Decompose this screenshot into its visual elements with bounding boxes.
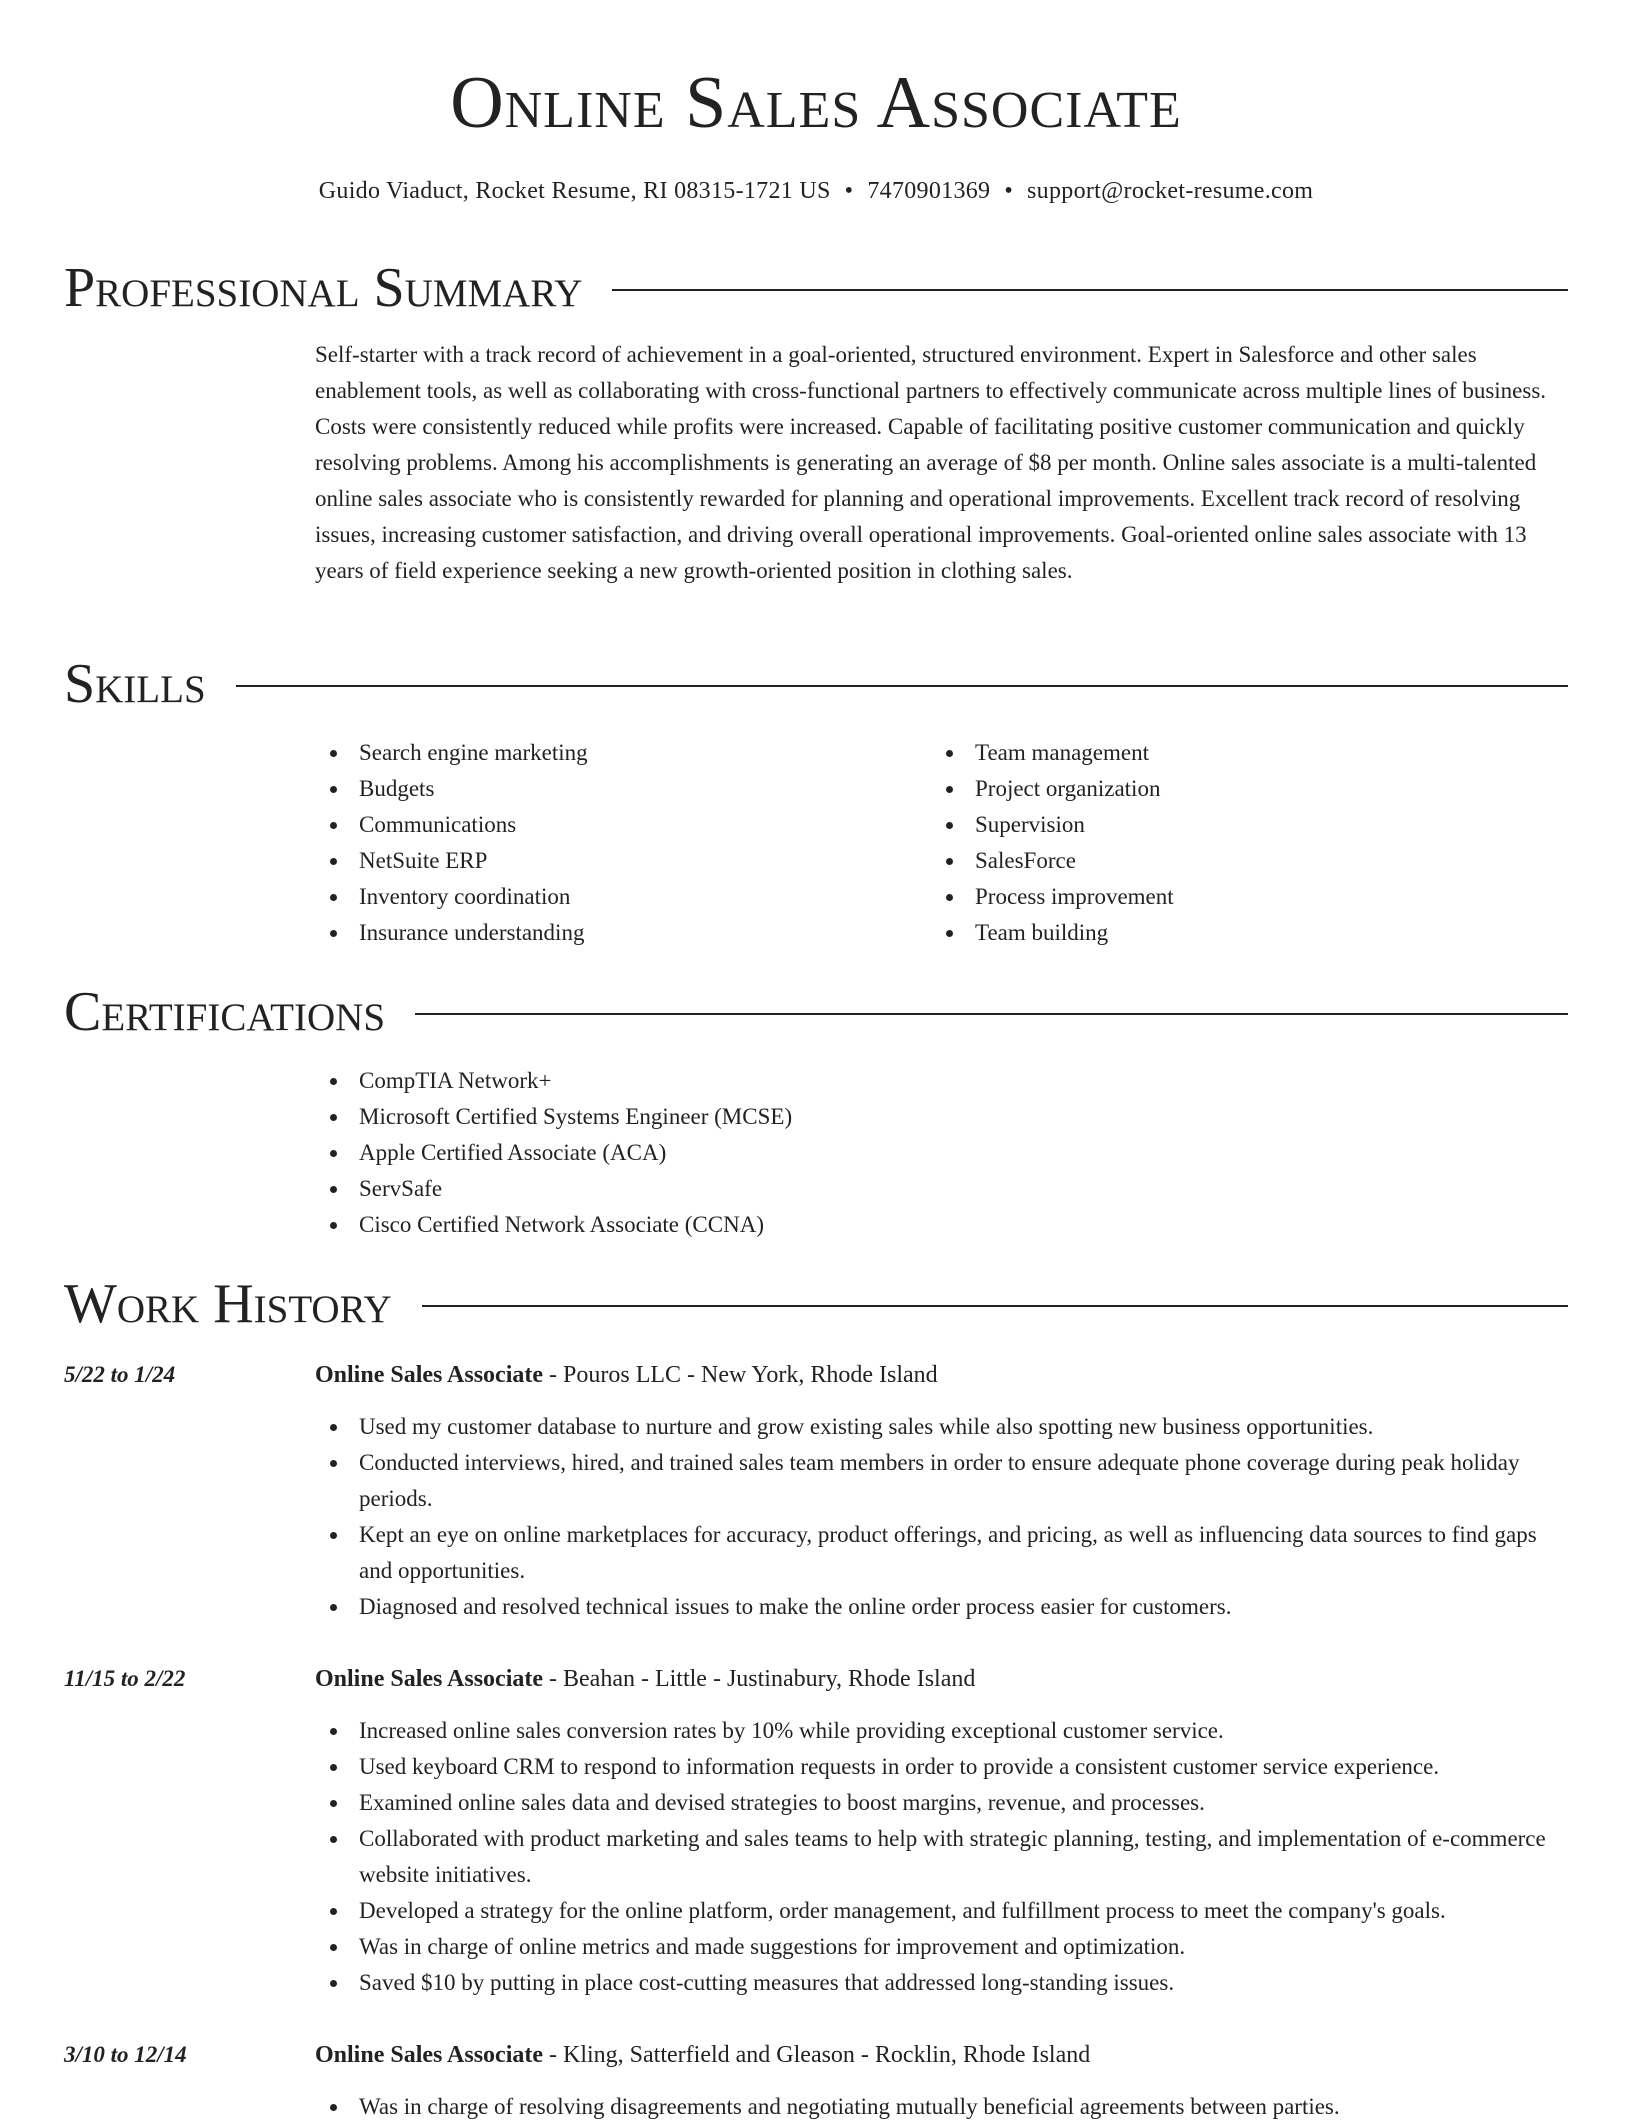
- section-title-certifications: Certifications: [64, 981, 386, 1043]
- section-title-work-history: Work History: [64, 1273, 392, 1335]
- job-heading: [315, 1661, 1568, 1697]
- section-heading-summary: [64, 256, 1568, 320]
- responsibility-item: Diagnosed and resolved technical issues to make the online order process easier for customers.: [315, 1589, 1568, 1625]
- responsibility-item: Kept an eye on online marketplaces for accuracy, product offerings, and pricing, as well as influencing data sources to find gaps and opportunities.: [315, 1517, 1568, 1589]
- certification-item: ServSafe: [315, 1171, 1565, 1207]
- responsibility-item: Used my customer database to nurture and grow existing sales while also spotting new business opportunities.: [315, 1409, 1568, 1445]
- skills-column-right: [931, 735, 1531, 951]
- certifications-list: [315, 1063, 1565, 1243]
- skill-item: Process improvement: [931, 879, 1531, 915]
- job-responsibilities: [315, 2089, 1568, 2125]
- skill-item: Search engine marketing: [315, 735, 915, 771]
- skill-item: Project organization: [931, 771, 1531, 807]
- responsibility-item: Used keyboard CRM to respond to information requests in order to provide a consistent customer service experience.: [315, 1749, 1568, 1785]
- section-title-skills: Skills: [64, 653, 206, 715]
- skill-item: SalesForce: [931, 843, 1531, 879]
- responsibility-item: Conducted interviews, hired, and trained sales team members in order to ensure adequate phone coverage during peak holiday periods.: [315, 1445, 1568, 1517]
- section-title-summary: Professional Summary: [64, 257, 583, 319]
- job-company: - Pouros LLC - New York, Rhode Island: [543, 1362, 938, 1388]
- certification-item: CompTIA Network+: [315, 1063, 1565, 1099]
- job-heading: [315, 2037, 1568, 2073]
- skill-item: Budgets: [315, 771, 915, 807]
- job-responsibilities: [315, 1713, 1568, 2001]
- responsibility-item: Developed a strategy for the online platform, order management, and fulfillment process to meet the company's goals.: [315, 1893, 1568, 1929]
- contact-separator: •: [1004, 178, 1014, 204]
- contact-phone: 7470901369: [867, 178, 991, 204]
- contact-email: support@rocket-resume.com: [1027, 178, 1314, 204]
- resume-title: Online Sales Associate: [450, 62, 1182, 144]
- summary-text: Self-starter with a track record of achievement in a goal-oriented, structured environment. Expert in Salesforce and other sales enablement tools, as well as collaborating with cross-functional partners to effectively communicate across multiple lines of business. Costs were consistently reduced while profits were increased. Capable of facilitating positive customer communication and quickly resolving problems. Among his accomplishments is generating an average of $8 per month. Online sales associate is a multi-talented online sales associate who is consistently rewarded for planning and operational improvements. Excellent track record of resolving issues, increasing customer satisfaction, and driving overall operational improvements. Goal-oriented online sales associate with 13 years of field experience seeking a new growth-oriented position in clothing sales.: [315, 342, 1547, 583]
- job-role: Online Sales Associate: [315, 1362, 544, 1388]
- skill-item: Communications: [315, 807, 915, 843]
- certification-item: Apple Certified Associate (ACA): [315, 1135, 1565, 1171]
- section-divider: [612, 289, 1568, 291]
- job-company: - Beahan - Little - Justinabury, Rhode Island: [543, 1666, 976, 1692]
- section-heading-skills: [64, 652, 1568, 716]
- job-responsibilities: [315, 1409, 1568, 1625]
- job-dates: 5/22 to 1/24: [64, 1362, 176, 1387]
- responsibility-item: Increased online sales conversion rates by 10% while providing exceptional customer service.: [315, 1713, 1568, 1749]
- section-divider: [415, 1013, 1568, 1015]
- certification-item: Microsoft Certified Systems Engineer (MCSE): [315, 1099, 1565, 1135]
- responsibility-item: Saved $10 by putting in place cost-cutting measures that addressed long-standing issues.: [315, 1965, 1568, 2001]
- certification-item: Cisco Certified Network Associate (CCNA): [315, 1207, 1565, 1243]
- job-role: Online Sales Associate: [315, 2042, 544, 2068]
- skills-column-left: [315, 735, 915, 951]
- job-dates: 3/10 to 12/14: [64, 2042, 187, 2067]
- skill-item: Team management: [931, 735, 1531, 771]
- responsibility-item: Was in charge of online metrics and made suggestions for improvement and optimization.: [315, 1929, 1568, 1965]
- skill-item: Supervision: [931, 807, 1531, 843]
- section-divider: [236, 685, 1568, 687]
- responsibility-item: Examined online sales data and devised strategies to boost margins, revenue, and processes.: [315, 1785, 1568, 1821]
- section-heading-certifications: [64, 980, 1568, 1044]
- responsibility-item: Collaborated with product marketing and sales teams to help with strategic planning, testing, and implementation of e-commerce website initiatives.: [315, 1821, 1568, 1893]
- skill-item: Insurance understanding: [315, 915, 915, 951]
- contact-address: Guido Viaduct, Rocket Resume, RI 08315-1721 US: [318, 178, 831, 204]
- skill-item: Inventory coordination: [315, 879, 915, 915]
- job-company: - Kling, Satterfield and Gleason - Rocklin, Rhode Island: [543, 2042, 1091, 2068]
- responsibility-item: Was in charge of resolving disagreements and negotiating mutually beneficial agreements between parties.: [315, 2089, 1568, 2125]
- section-heading-work-history: [64, 1272, 1568, 1336]
- skill-item: NetSuite ERP: [315, 843, 915, 879]
- contact-line: [0, 174, 1632, 208]
- skill-item: Team building: [931, 915, 1531, 951]
- job-role: Online Sales Associate: [315, 1666, 544, 1692]
- contact-separator: •: [844, 178, 854, 204]
- job-dates: 11/15 to 2/22: [64, 1666, 186, 1691]
- section-divider: [422, 1305, 1568, 1307]
- job-heading: [315, 1357, 1568, 1393]
